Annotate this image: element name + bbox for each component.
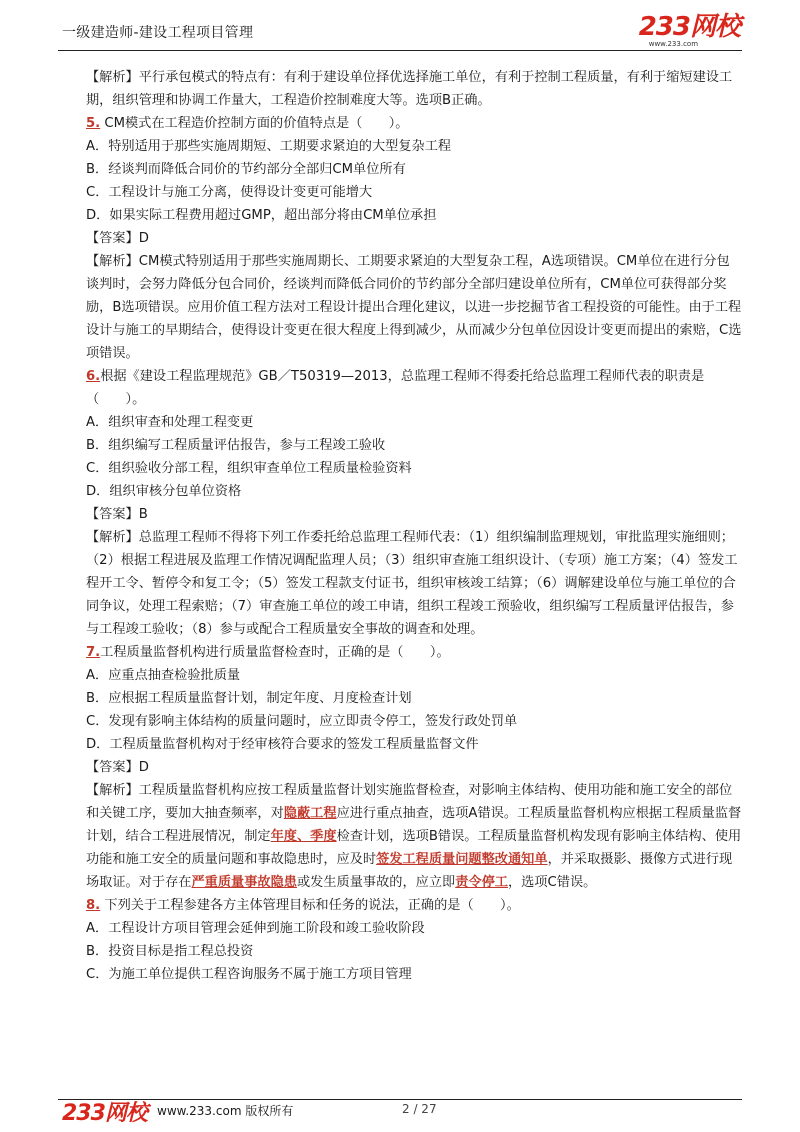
answer-option: C．发现有影响主体结构的质量问题时，应立即责令停工，签发行政处罚单	[86, 714, 518, 729]
answer-key: 【答案】D	[86, 760, 149, 775]
question-text: 下列关于工程参建各方主体管理目标和任务的说法，正确的是（ ）。	[100, 898, 520, 913]
paragraph-text: 或发生质量事故的，应立即	[297, 875, 456, 890]
explanation-paragraph	[72, 250, 742, 365]
answer-option: B．经谈判而降低合同价的节约部分全部归CM单位所有	[86, 162, 406, 177]
header-divider	[58, 50, 742, 51]
answer-option: A．组织审查和处理工程变更	[86, 415, 254, 430]
paragraph-text: 【解析】平行承包模式的特点有：有利于建设单位择优选择施工单位，有利于控制工程质量，有利于缩短建设工期，组织管理和协调工作量大，工程造价控制难度大等。选项B正确。	[86, 70, 733, 108]
paragraph-text: ，并采取摄影、摄像方式进行现场取证。对于存在	[86, 852, 733, 890]
paragraph-text: 检查计划，选项B错误。工程质量监督机构发现有影响主体结构、使用功能和施工安全的质量问题和事故隐患时，应及时	[86, 829, 742, 867]
document-title: 一级建造师-建设工程项目管理	[62, 25, 254, 41]
document-body	[72, 66, 742, 986]
brand-logo[interactable]	[639, 14, 740, 48]
paragraph-text: 【解析】CM模式特别适用于那些实施周期长、工期要求紧迫的大型复杂工程，A选项错误。CM单位在进行分包谈判时，会努力降低分包合同价，经谈判而降低合同价的节约部分全部归建设单位所有，CM单位可获得部分奖励，B选项错误。应用价值工程方法对工程设计提出合理化建议，以进一步挖掘节省工程投资的可能性。由于工程设计与施工的早期结合，使得设计变更在很大程度上得到减少，从而减少分包单位因设计变更而提出的索赔，C选项错误。	[86, 254, 742, 361]
paragraph-text: 【解析】总监理工程师不得将下列工作委托给总监理工程师代表：（1）组织编制监理规划，审批监理实施细则；（2）根据工程进展及监理工作情况调配监理人员；（3）组织审查施工组织设计、（专项）施工方案；（4）签发工程开工令、暂停令和复工令；（5）签发工程款支付证书，组织审核竣工结算；（6）调解建设单位与施工单位的合同争议，处理工程索赔；（7）审查施工单位的竣工申请，组织工程竣工预验收，组织编写工程质量评估报告，参与工程竣工验收；（8）参与或配合工程质量安全事故的调查和处理。	[86, 530, 738, 637]
explanation-paragraph	[72, 526, 742, 641]
page-number: 2 / 27	[402, 1102, 437, 1116]
paragraph-text: 应进行重点抽查，选项A错误。工程质量监督机构应根据工程质量监督计划，结合工程进展情况，制定	[86, 806, 742, 844]
question-stem	[72, 365, 742, 411]
explanation-paragraph	[72, 779, 742, 894]
footer-logo: 233网校	[62, 1101, 147, 1126]
paragraph-text: 【解析】工程质量监督机构应按工程质量监督计划实施监督检查，对影响主体结构、使用功能和施工安全的部位和关键工序，要加大抽查频率，对	[86, 783, 733, 821]
highlighted-term[interactable]: 年度、季度	[270, 829, 337, 844]
question-text: 工程质量监督机构进行质量监督检查时，正确的是（ ）。	[100, 645, 450, 660]
question-number: 8.	[86, 898, 101, 913]
highlighted-term[interactable]: 责令停工	[455, 875, 508, 890]
answer-option: D．工程质量监督机构对于经审核符合要求的签发工程质量监督文件	[86, 737, 479, 752]
question-stem	[72, 894, 742, 917]
answer-option: A．应重点抽查检验批质量	[86, 668, 241, 683]
answer-option: C．组织验收分部工程，组织审查单位工程质量检验资料	[86, 461, 412, 476]
brand-logo-text: 233网校	[638, 12, 740, 42]
highlighted-term[interactable]: 隐蔽工程	[283, 806, 337, 821]
question-text: CM模式在工程造价控制方面的价值特点是（ ）。	[100, 116, 409, 131]
question-stem	[72, 641, 742, 664]
question-number: 6.	[86, 369, 101, 384]
highlighted-term[interactable]: 严重质量事故隐患	[191, 875, 297, 890]
footer-copyright: www.233.com 版权所有	[157, 1104, 294, 1118]
page-footer	[62, 1102, 742, 1126]
question-number: 7.	[86, 645, 101, 660]
answer-key: 【答案】B	[86, 507, 148, 522]
explanation-paragraph	[72, 66, 742, 112]
answer-key: 【答案】D	[86, 231, 149, 246]
answer-option: D．如果实际工程费用超过GMP，超出部分将由CM单位承担	[86, 208, 437, 223]
answer-option: B．投资目标是指工程总投资	[86, 944, 254, 959]
brand-url: www.233.com	[648, 40, 699, 48]
question-text: 根据《建设工程监理规范》GB／T50319—2013，总监理工程师不得委托给总监理工程师代表的职责是（ ）。	[86, 369, 705, 407]
footer-divider	[58, 1099, 742, 1100]
highlighted-term[interactable]: 签发工程质量问题整改通知单	[376, 852, 548, 867]
answer-option: A．特别适用于那些实施周期短、工期要求紧迫的大型复杂工程	[86, 139, 452, 154]
answer-option: B．组织编写工程质量评估报告，参与工程竣工验收	[86, 438, 386, 453]
page-header	[0, 0, 800, 60]
answer-option: C．工程设计与施工分离，使得设计变更可能增大	[86, 185, 373, 200]
answer-option: B．应根据工程质量监督计划，制定年度、月度检查计划	[86, 691, 412, 706]
paragraph-text: ，选项C错误。	[508, 875, 597, 890]
answer-option: A．工程设计方项目管理会延伸到施工阶段和竣工验收阶段	[86, 921, 425, 936]
answer-option: C．为施工单位提供工程咨询服务不属于施工方项目管理	[86, 967, 412, 982]
question-stem	[72, 112, 742, 135]
answer-option: D．组织审核分包单位资格	[86, 484, 242, 499]
question-number: 5.	[86, 116, 101, 131]
